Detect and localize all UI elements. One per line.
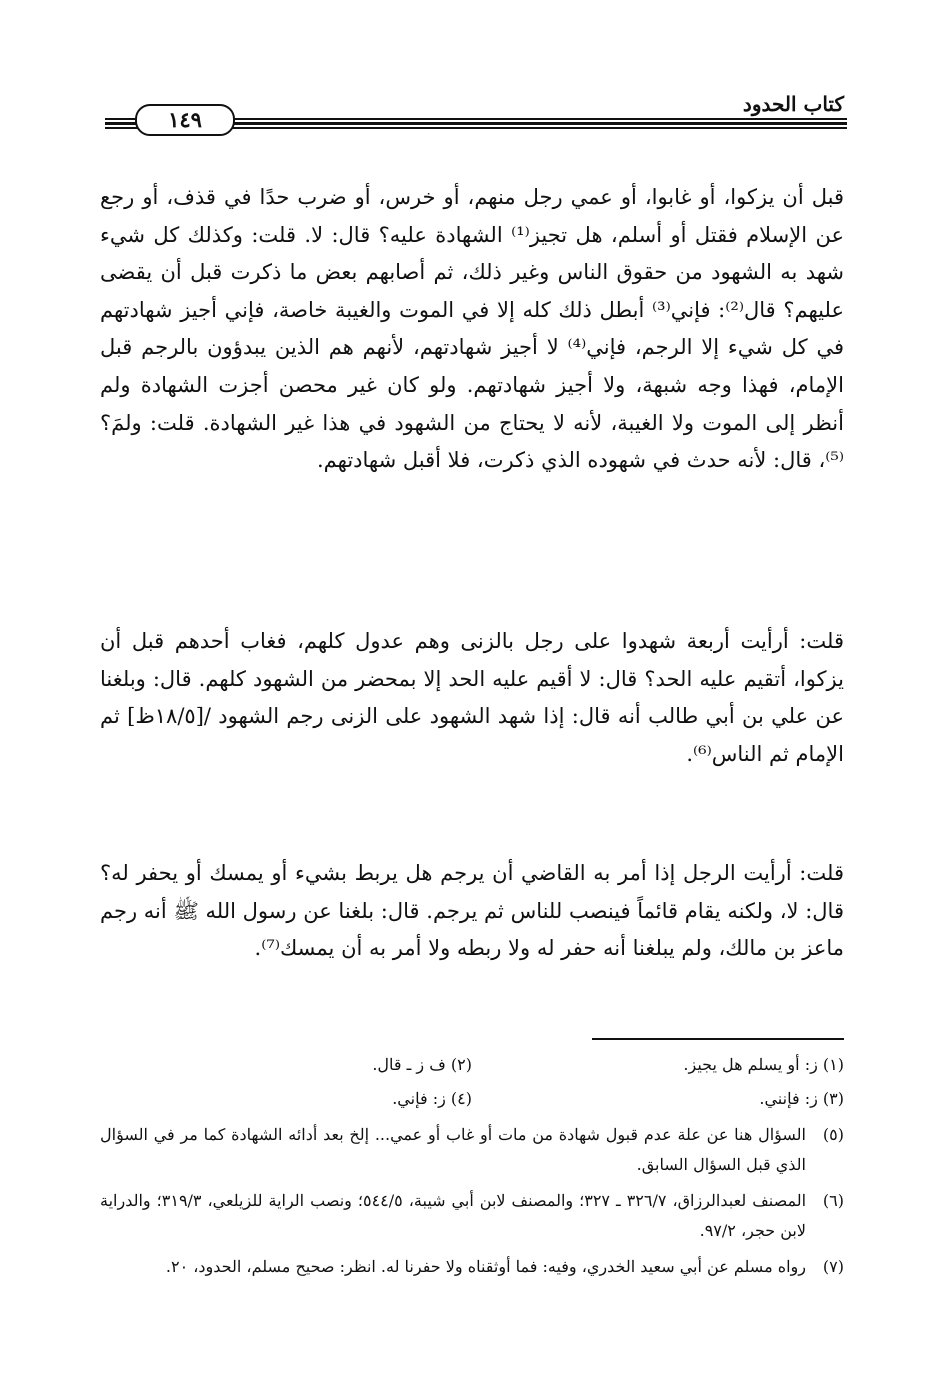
footnote-number: (١) [822,1055,844,1074]
footnote-text: ز: فإني. [392,1089,446,1108]
footnote-7 [100,1252,844,1282]
body-paragraph-1: قبل أن يزكوا، أو غابوا، أو عمي رجل منهم، أو خرس، أو ضرب حدًا في قذف، أو رجع عن الإسلام فقتل أو أسلم، هل تجيز⁽¹⁾ الشهادة عليه؟ قال: لا. قلت: وكذلك كل شيء شهد به الشهود من حقوق الناس وغير ذلك، ثم أصابهم بعض ما ذكرت قبل أن يقضى عليهم؟ قال⁽²⁾: فإني⁽³⁾ أبطل ذلك كله إلا في الموت والغيبة خاصة، فإني أجيز شهادتهم في كل شيء إلا الرجم، فإني⁽⁴⁾ لا أجيز شهادتهم، لأنهم هم الذين يبدؤون بالرجم قبل الإمام، فهذا وجه شبهة، ولا أجيز شهادتهم. ولو كان غير محصن أجزت الشهادة ولم أنظر إلى الموت ولا الغيبة، لأنه لا يحتاج من الشهود في هذا غير الشهادة. قلت: ولمَ؟⁽⁵⁾، قال: لأنه حدث في شهوده الذي ذكرت، فلا أقبل شهادتهم. [100,185,844,473]
footnote-grid-row [100,1082,844,1116]
running-header-title: كتاب الحدود [742,92,844,116]
footnote-text: رواه مسلم عن أبي سعيد الخدري، وفيه: فما أوثقناه ولا حفرنا له. انظر: صحيح مسلم، الحدود، ٢٠. [165,1257,806,1276]
body-paragraph-2: قلت: أرأيت أربعة شهدوا على رجل بالزنى وهم عدول كلهم، فغاب أحدهم قبل أن يزكوا، أتقيم عليه الحد؟ قال: لا أقيم عليه الحد إلا بمحضر من الشهود كلهم. قال: وبلغنا عن علي بن أبي طالب أنه قال: إذا شهد الشهود على الزنى رجم الشهود /[١٨/٥ظ] ثم الإمام ثم الناس⁽⁶⁾. [100,629,844,766]
footnote-grid [100,1048,844,1116]
footnote-divider [592,1038,844,1040]
footnote-list [100,1120,844,1288]
footnote-4 [100,1082,472,1116]
footnote-number: (٤) [450,1089,472,1108]
footnote-text: ز: فإنني. [759,1089,818,1108]
footnote-text: ز: أو يسلم هل يجيز. [683,1055,818,1074]
footnote-number: (٦) [822,1191,844,1210]
footnote-grid-row [100,1048,844,1082]
footnote-text: ف ز ـ قال. [372,1055,446,1074]
footnote-text: السؤال هنا عن علة عدم قبول شهادة من مات أو غاب أو عمي... إلخ بعد أدائه الشهادة كما مر في السؤال الذي قبل السؤال السابق. [100,1125,806,1174]
footnote-number: (٥) [822,1125,844,1144]
footnote-text: المصنف لعبدالرزاق، ٣٢٦/٧ ـ ٣٢٧؛ والمصنف لابن أبي شيبة، ٥٤٤/٥؛ ونصب الراية للزيلعي، ٣١٩/٣؛ والدراية لابن حجر، ٩٧/٢. [100,1191,807,1240]
footnote-1 [472,1048,844,1082]
page-number-badge: ١٤٩ [135,104,235,136]
body-paragraph-3: قلت: أرأيت الرجل إذا أمر به القاضي أن يرجم هل يربط بشيء أو يمسك أو يحفر له؟ قال: لا، ولكنه يقام قائماً فينصب للناس ثم يرجم. قال: بلغنا عن رسول الله ﷺ أنه رجم ماعز بن مالك، ولم يبلغنا أنه حفر له ولا ربطه ولا أمر به أن يمسك⁽⁷⁾. [100,861,844,961]
footnote-5 [100,1120,844,1180]
footnote-6 [100,1186,844,1246]
footnote-number: (٢) [450,1055,472,1074]
footnote-2 [100,1048,472,1082]
footnote-number: (٣) [822,1089,844,1108]
footnote-3 [472,1082,844,1116]
footnote-number: (٧) [822,1257,844,1276]
